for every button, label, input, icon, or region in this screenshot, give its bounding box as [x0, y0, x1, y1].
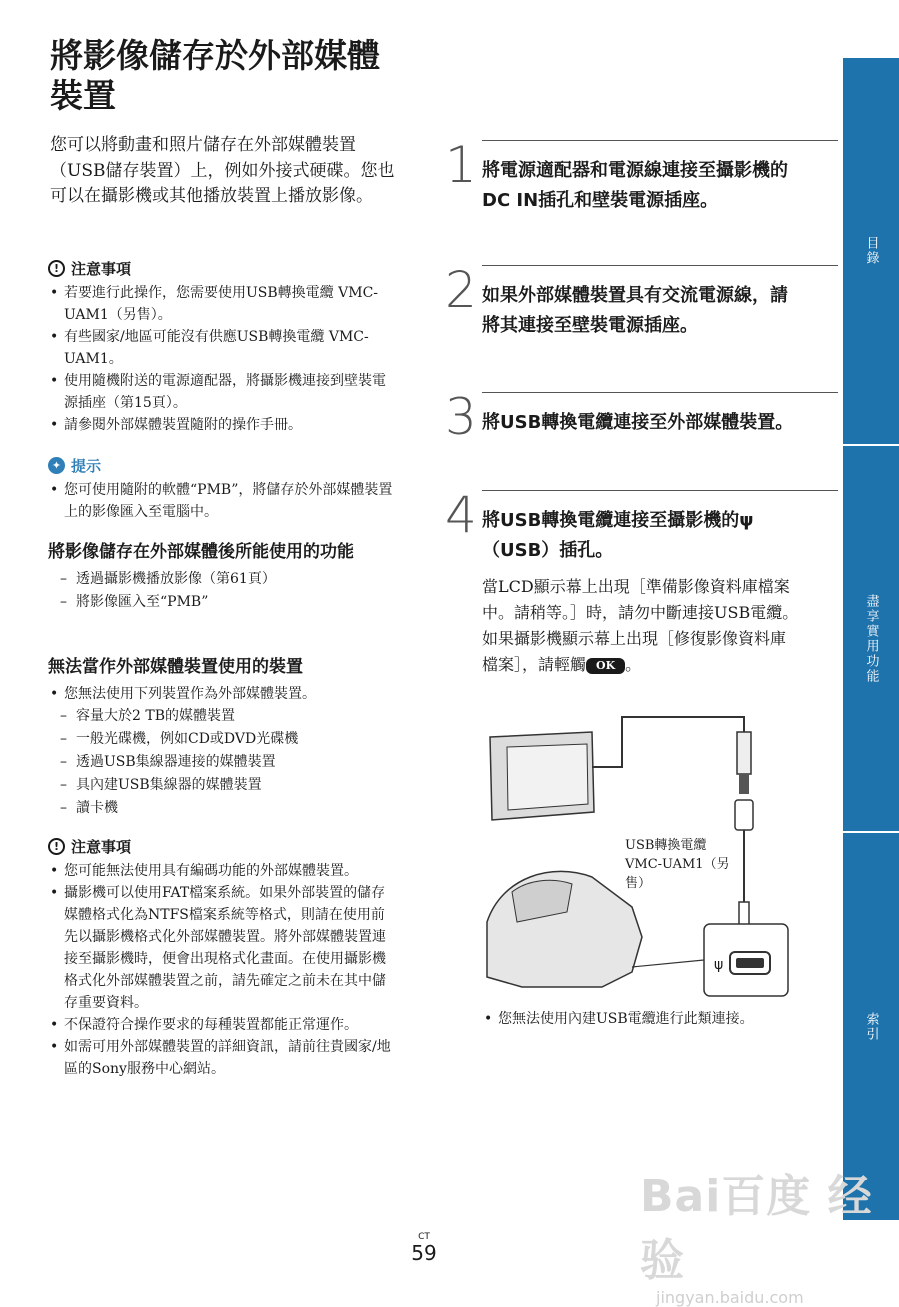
step-text: 將USB轉換電纜連接至外部媒體裝置。	[482, 412, 794, 433]
ok-button-glyph: OK	[586, 658, 625, 674]
list-item: – 將影像匯入至“PMB”	[48, 591, 368, 614]
connection-diagram	[482, 712, 792, 1012]
list-item: – 透過攝影機播放影像（第61頁）	[48, 568, 368, 591]
page-title: 將影像儲存於外部媒體裝置	[50, 36, 380, 115]
caution-icon: !	[48, 838, 65, 855]
cable-label-line-2: VMC-UAM1（另	[625, 857, 730, 872]
step-4-body	[482, 574, 800, 678]
step-4-body-text: 當LCD顯示幕上出現［準備影像資料庫檔案中。請稍等。］時，請勿中斷連接USB電纜。如果攝影機顯示幕上出現［修復影像資料庫檔案］，請輕觸	[482, 577, 799, 674]
cable-label-line-3: 售）	[625, 876, 652, 891]
caution-section-1	[48, 258, 393, 436]
hint-section	[48, 455, 393, 523]
tab-label: 目錄	[863, 236, 879, 266]
intro-paragraph: 您可以將動畫和照片儲存在外部媒體裝置（USB儲存裝置）上，例如外接式硬碟。您也可以在攝影機或其他播放裝置上播放影像。	[50, 135, 395, 206]
page-code: CT	[418, 1232, 430, 1242]
list-item: • 您無法使用內建USB電纜進行此類連接。	[482, 1008, 782, 1030]
tab-contents[interactable]	[843, 58, 899, 444]
tab-label: 盡享實用功能	[863, 593, 879, 684]
list-item: • 若要進行此操作，您需要使用USB轉換電纜 VMC-UAM1（另售）。	[48, 282, 393, 326]
step-text: 將USB轉換電纜連接至攝影機的ψ（USB）插孔。	[482, 510, 754, 561]
caution-label: 注意事項	[71, 260, 132, 278]
unusable-section	[48, 655, 393, 820]
watermark-main: Bai百度 经验	[640, 1171, 873, 1286]
list-item: • 您可使用隨附的軟體“PMB”，將儲存於外部媒體裝置上的影像匯入至電腦中。	[48, 479, 393, 523]
list-item: • 請參閱外部媒體裝置隨附的操作手冊。	[48, 414, 393, 436]
list-item: – 透過USB集線器連接的媒體裝置	[48, 751, 393, 774]
watermark	[640, 1160, 899, 1307]
cable-label-line-1: USB轉換電纜	[625, 838, 707, 853]
usb-plug-tip	[739, 774, 749, 794]
list-item: • 使用隨機附送的電源適配器，將攝影機連接到壁裝電源插座（第15頁）。	[48, 370, 393, 414]
step-4-body-end: 。	[625, 655, 642, 674]
step-text: 如果外部媒體裝置具有交流電源線，請將其連接至壁裝電源插座。	[482, 285, 788, 336]
list-item: • 您無法使用下列裝置作為外部媒體裝置。	[48, 683, 393, 705]
list-item: • 不保證符合操作要求的每種裝置都能正常運作。	[48, 1014, 393, 1036]
usb-jack-slot	[736, 958, 764, 968]
step-number: 2	[445, 261, 477, 319]
usb-symbol-icon: ψ	[714, 957, 724, 973]
step-number: 3	[445, 388, 477, 446]
list-item: • 有些國家/地區可能沒有供應USB轉換電纜 VMC-UAM1。	[48, 326, 393, 370]
step-number: 1	[445, 136, 477, 194]
lightbulb-icon: ✦	[48, 457, 65, 474]
diagram-note	[482, 1008, 782, 1030]
list-item: • 您可能無法使用具有編碼功能的外部媒體裝置。	[48, 860, 393, 882]
step-number: 4	[445, 486, 477, 544]
list-item: – 容量大於2 TB的媒體裝置	[48, 705, 393, 728]
adapter-socket	[735, 800, 753, 830]
usb-cable-top	[592, 717, 744, 767]
page-number-value: 59	[411, 1241, 437, 1265]
callout-pointer	[632, 960, 704, 967]
section-heading: 將影像儲存在外部媒體後所能使用的功能	[48, 542, 354, 562]
section-heading: 無法當作外部媒體裝置使用的裝置	[48, 657, 303, 677]
list-item: • 攝影機可以使用FAT檔案系統。如果外部裝置的儲存媒體格式化為NTFS檔案系統等格式，則請在使用前先以攝影機格式化外部媒體裝置。將外部媒體裝置連接至攝影機時，便會出現格式化畫面。在使用攝影機格式化外部媒體裝置之前，請先確定之前未在其中儲存重要資料。	[48, 882, 393, 1014]
caution-section-2	[48, 836, 393, 1080]
caution-label: 注意事項	[71, 838, 132, 856]
usb-plug-icon	[737, 732, 751, 774]
list-item: • 如需可用外部媒體裝置的詳細資訊，請前往貴國家/地區的Sony服務中心網站。	[48, 1036, 393, 1080]
caution-icon: !	[48, 260, 65, 277]
watermark-sub: jingyan.baidu.com	[656, 1288, 804, 1307]
list-item: – 具內建USB集線器的媒體裝置	[48, 774, 393, 797]
tab-label: 索引	[863, 1011, 879, 1042]
tab-useful-functions[interactable]	[843, 446, 899, 831]
step-text: 將電源適配器和電源線連接至攝影機的DC IN插孔和壁裝電源插座。	[482, 160, 788, 211]
page-number	[404, 1232, 444, 1264]
list-item: – 一般光碟機，例如CD或DVD光碟機	[48, 728, 393, 751]
functions-section	[48, 540, 368, 614]
media-device-panel	[507, 744, 588, 810]
hint-label: 提示	[71, 457, 102, 475]
list-item: – 讀卡機	[48, 797, 393, 820]
